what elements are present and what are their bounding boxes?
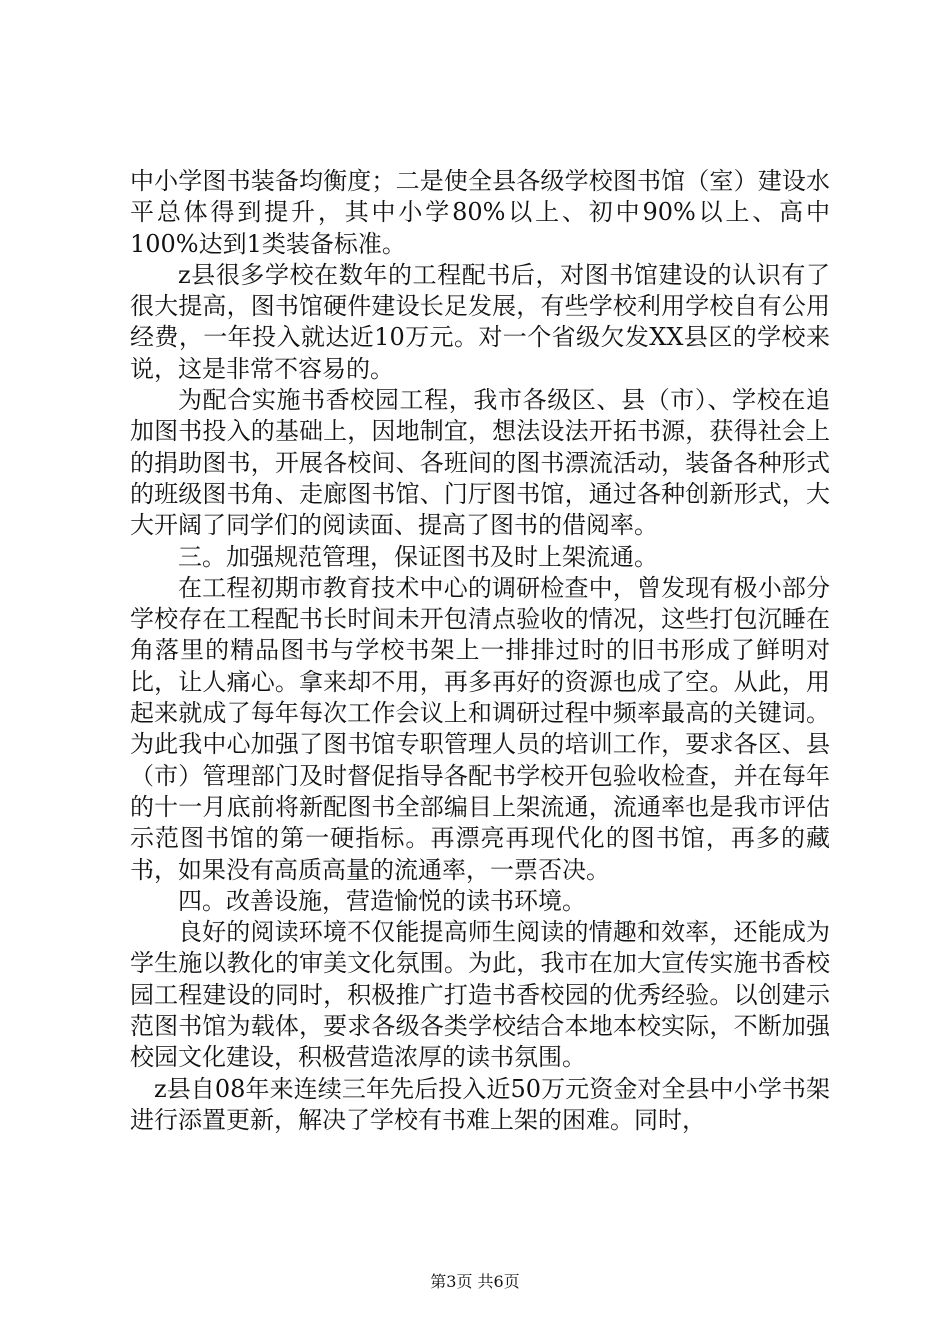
- paragraph-1: 中小学图书装备均衡度；二是使全县各级学校图书馆（室）建设水平总体得到提升，其中小学80%以上、初中90%以上、高中100%达到1类装备标准。: [130, 167, 830, 258]
- document-body: [130, 166, 830, 1136]
- section-heading-3: 三。加强规范管理，保证图书及时上架流通。: [178, 542, 658, 571]
- section-heading-4: 四。改善设施，营造愉悦的读书环境。: [178, 886, 586, 915]
- page-footer: [0, 1272, 950, 1292]
- paragraph-3: 为配合实施书香校园工程，我市各级区、县（市）、学校在追加图书投入的基础上，因地制宜，想法设法开拓书源，获得社会上的捐助图书，开展各校间、各班间的图书漂流活动，装备各种形式的班级图书角、走廊图书馆、门厅图书馆，通过各种创新形式，大大开阔了同学们的阅读面、提高了图书的借阅率。: [130, 386, 830, 540]
- paragraph-2: z县很多学校在数年的工程配书后，对图书馆建设的认识有了很大提高，图书馆硬件建设长足发展，有些学校利用学校自有公用经费，一年投入就达近10万元。对一个省级欠发XX县区的学校来说，这是非常不容易的。: [130, 260, 830, 383]
- paragraph-5: 良好的阅读环境不仅能提高师生阅读的情趣和效率，还能成为学生施以教化的审美文化氛围。为此，我市在加大宣传实施书香校园工程建设的同时，积极推广打造书香校园的优秀经验。以创建示范图书馆为载体，要求各级各类学校结合本地本校实际，不断加强校园文化建设，积极营造浓厚的读书氛围。: [130, 918, 830, 1072]
- paragraph-4: 在工程初期市教育技术中心的调研检查中，曾发现有极小部分学校存在工程配书长时间未开包清点验收的情况，这些打包沉睡在角落里的精品图书与学校书架上一排排过时的旧书形成了鲜明对比，让人痛心。拿来却不用，再多再好的资源也成了空。从此，用起来就成了每年每次工作会议上和调研过程中频率最高的关键词。为此我中心加强了图书馆专职管理人员的培训工作，要求各区、县（市）管理部门及时督促指导各配书学校开包验收检查，并在每年的十一月底前将新配图书全部编目上架流通，流通率也是我市评估示范图书馆的第一硬指标。再漂亮再现代化的图书馆，再多的藏书，如果没有高质高量的流通率，一票否决。: [130, 573, 830, 884]
- page-number: 第3页 共6页: [430, 1272, 520, 1291]
- paragraph-6: z县自08年来连续三年先后投入近50万元资金对全县中小学书架进行添置更新，解决了学校有书难上架的困难。同时，: [130, 1074, 830, 1134]
